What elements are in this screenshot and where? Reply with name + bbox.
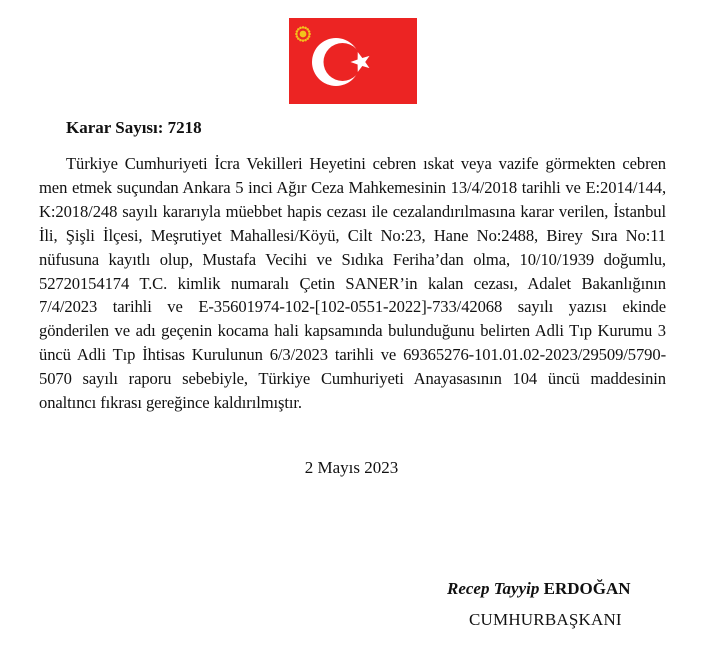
- signer-given-names: Recep Tayyip: [447, 579, 540, 598]
- sun-ray: [295, 33, 298, 36]
- sun-ray: [308, 35, 311, 38]
- signer-title: CUMHURBAŞKANI: [469, 610, 622, 629]
- sun-ray: [296, 30, 299, 33]
- sun-ray: [304, 39, 307, 42]
- sun-ray: [299, 39, 302, 42]
- signer-name: [447, 579, 631, 599]
- sun-ray: [297, 37, 300, 40]
- sun-ray: [306, 28, 309, 31]
- sun-ray: [296, 35, 299, 38]
- sun-ray: [304, 27, 307, 30]
- sun-emblem: [295, 26, 311, 42]
- sun-core: [300, 31, 307, 38]
- decision-body-text: Türkiye Cumhuriyeti İcra Vekilleri Heyetini cebren ıskat veya vazife görmekten cebren men etmek suçundan Ankara 5 inci Ağır Ceza Mahkemesinin 13/4/2018 tarihli ve E:2014/144, K:2018/248 sayılı kararıyla müebbet hapis cezası ile cezalandırılmasına karar verilen, İstanbul İli, Şişli İlçesi, Meşrutiyet Mahallesi/Köyü, Cilt No:23, Hane No:2488, Birey Sıra No:11 nüfusuna kayıtlı olup, Mustafa Vecihi ve Sıdıka Feriha’dan olma, 10/10/1939 doğumlu, 52720154174 T.C. kimlik numaralı Çetin SANER’in kalan cezası, Adalet Bakanlığının 7/4/2023 tarihli ve E-35601974-102-[102-0551-2022]-733/42068 sayılı yazısı ekinde gönderilen ve adı geçenin kocama hali kapsamında bulunduğunu belirten Adli Tıp Kurumu 3 üncü Adli Tıp İhtisas Kurulunun 6/3/2023 tarihli ve 69365276-101.01.02-2023/29509/5790-5070 sayılı raporu sebebiyle, Türkiye Cumhuriyeti Anayasasının 104 üncü maddesinin onaltıncı fıkrası gereğince kaldırılmıştır.: [39, 154, 666, 413]
- decision-date: 2 Mayıs 2023: [304, 458, 399, 477]
- decision-number: Karar Sayısı: 7218: [66, 118, 202, 137]
- sun-ray: [299, 27, 302, 30]
- signer-surname: ERDOĞAN: [543, 579, 631, 598]
- sun-ray: [306, 37, 309, 40]
- sun-ray: [308, 33, 311, 36]
- presidential-emblem-icon: [289, 18, 417, 104]
- sun-ray: [297, 28, 300, 31]
- sun-ray: [302, 26, 305, 29]
- sun-ray: [308, 30, 311, 33]
- sun-ray: [302, 39, 305, 42]
